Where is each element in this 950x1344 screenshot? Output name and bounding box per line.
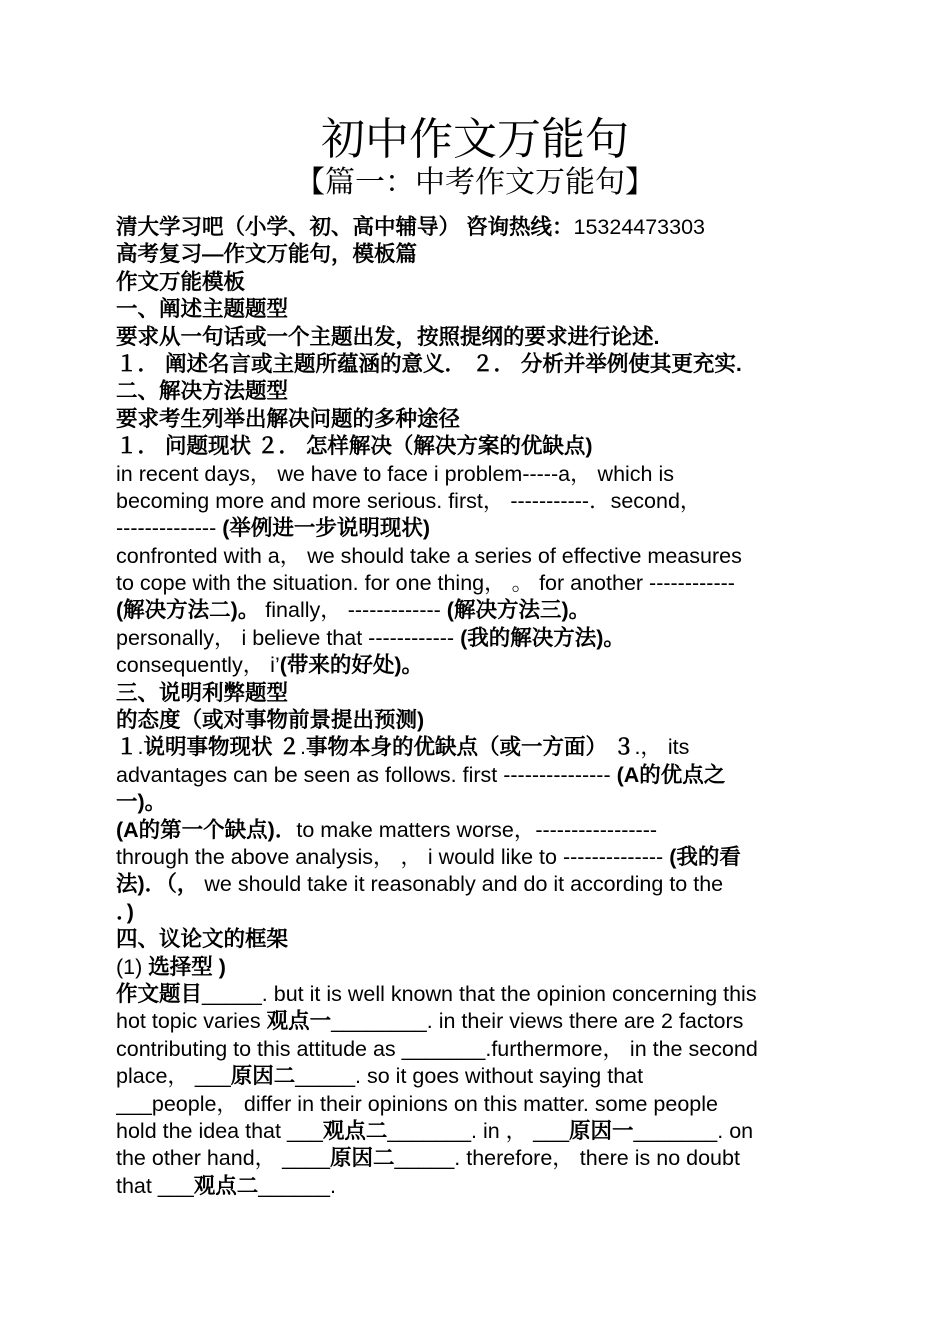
page-subtitle: 【篇一：中考作文万能句】 <box>295 166 655 199</box>
text-segment: 事物本身的优缺点（或一方面） ３ <box>305 735 635 760</box>
text-segment: to cope with the situation. for one thing， 。 for another ------------ <box>116 571 735 596</box>
text-line <box>116 351 840 378</box>
text-segment: the other hand， ____ <box>116 1146 330 1171</box>
text-segment: -------------- <box>116 516 223 541</box>
text-line <box>116 625 840 652</box>
text-segment: that ___ <box>116 1173 194 1198</box>
text-line <box>116 871 840 898</box>
text-segment: １． 问题现状 ２． 怎样解决（解决方案的优缺点) <box>116 434 593 459</box>
text-segment: ________. in their views there are 2 factors <box>331 1009 744 1034</box>
text-line <box>116 461 840 488</box>
text-segment: _______. in ， ___ <box>387 1118 570 1143</box>
text-segment: 观点一 <box>266 1009 332 1034</box>
text-segment: hot topic varies <box>116 1009 267 1034</box>
text-segment: 要求从一句话或一个主题出发，按照提纲的要求进行论述. <box>116 324 660 349</box>
text-segment: (解决方法三)。 <box>446 598 591 623</box>
text-segment: . <box>137 735 144 760</box>
text-segment: 二、解决方法题型 <box>116 379 289 404</box>
text-segment: 高考复习—作文万能句，模板篇 <box>116 242 418 267</box>
text-segment: 四、议论文的框架 <box>116 927 289 952</box>
text-line <box>116 570 840 597</box>
text-line <box>116 406 840 433</box>
text-segment: (A的优点之 <box>616 762 726 787</box>
text-segment: １ <box>116 735 138 760</box>
text-segment: in recent days， we have to face i problem-----a， which is <box>116 461 675 486</box>
text-segment: ___people， differ in their opinions on this matter. some people <box>116 1091 718 1116</box>
text-line <box>116 241 840 268</box>
text-segment: 三、说明利弊题型 <box>116 680 289 705</box>
text-segment: 选择型 ) <box>148 954 226 979</box>
text-segment: (我的看 <box>669 844 741 869</box>
page-title: 初中作文万能句 <box>321 115 629 164</box>
text-line <box>116 214 840 241</box>
text-segment: (带来的好处)。 <box>279 653 424 678</box>
text-segment: consequently， i’ <box>116 653 280 678</box>
text-line <box>116 762 840 789</box>
text-segment: to make matters worse，----------------- <box>296 817 658 842</box>
text-segment: (1) <box>116 954 149 979</box>
text-segment: 作文题目 <box>116 981 203 1006</box>
text-segment: (我的解决方法)。 <box>460 625 625 650</box>
text-segment: １． 阐述名言或主题所蕴涵的意义． ２． 分析并举例使其更充实. <box>116 351 742 376</box>
text-line <box>116 899 840 926</box>
text-segment: _______. on <box>633 1118 754 1143</box>
text-segment: 清大学习吧（小学、初、高中辅导） 咨询热线： <box>116 215 574 239</box>
text-segment: _____. but it is well known that the opinion concerning this <box>202 981 757 1006</box>
text-segment: advantages can be seen as follows. first --------------- <box>116 762 617 787</box>
text-segment: _____. therefore， there is no doubt <box>394 1146 740 1171</box>
text-segment: 法)．（， <box>116 872 199 897</box>
text-line <box>116 680 840 707</box>
text-segment: 原因二 <box>329 1146 395 1171</box>
text-segment: confronted with a， we should take a series of effective measures <box>116 543 742 568</box>
text-segment: 一、阐述主题题型 <box>116 297 289 322</box>
text-segment: 观点二 <box>322 1118 388 1143</box>
text-line <box>116 1091 840 1118</box>
text-segment: personally， i believe that ------------ <box>116 625 461 650</box>
text-segment: 15324473303 <box>573 215 706 239</box>
text-segment: (解决方法二)。 <box>116 598 260 623</box>
text-segment: 要求考生列举出解决问题的多种途径 <box>116 406 461 431</box>
text-segment: through the above analysis， ， i would like to -------------- <box>116 844 670 869</box>
text-segment: ．) <box>116 899 134 924</box>
text-segment: ______. <box>258 1173 336 1198</box>
text-segment: 原因二 <box>230 1064 296 1089</box>
text-line <box>116 652 840 679</box>
text-line <box>116 1118 840 1145</box>
text-line <box>116 433 840 460</box>
text-segment: we should take it reasonably and do it according to the <box>198 872 724 897</box>
text-segment: place， ___ <box>116 1064 231 1089</box>
text-line <box>116 734 840 761</box>
text-line <box>116 954 840 981</box>
text-line <box>116 981 840 1008</box>
text-segment: .， its <box>634 735 690 760</box>
text-segment: . <box>299 735 306 760</box>
text-segment: hold the idea that ___ <box>116 1118 323 1143</box>
text-line <box>116 1008 840 1035</box>
text-segment: contributing to this attitude as _______.furthermore， in the second <box>116 1036 758 1061</box>
text-segment: 的态度（或对事物前景提出预测) <box>116 708 425 733</box>
text-segment: 说明事物现状 ２ <box>143 735 300 760</box>
document-body <box>116 214 840 1200</box>
text-line <box>116 1063 840 1090</box>
text-line <box>116 269 840 296</box>
text-line <box>116 844 840 871</box>
text-segment: finally， ------------- <box>259 598 447 623</box>
text-segment: 原因一 <box>569 1118 634 1143</box>
text-segment: becoming more and more serious. first， -----------．second， <box>116 488 702 513</box>
text-segment: 作文万能模板 <box>116 269 246 294</box>
text-line <box>116 543 840 570</box>
text-segment: (举例进一步说明现状) <box>222 516 431 541</box>
text-line <box>116 1173 840 1200</box>
text-line <box>116 707 840 734</box>
text-line <box>116 324 840 351</box>
text-segment: 观点二 <box>193 1173 259 1198</box>
text-segment: (A的第一个缺点)． <box>116 817 297 842</box>
text-line <box>116 296 840 323</box>
text-line <box>116 1036 840 1063</box>
text-line <box>116 789 840 816</box>
text-line <box>116 488 840 515</box>
text-line <box>116 378 840 405</box>
text-line <box>116 515 840 542</box>
text-line <box>116 817 840 844</box>
text-segment: _____. so it goes without saying that <box>295 1064 644 1089</box>
text-segment: 一)。 <box>116 790 167 815</box>
text-line <box>116 1145 840 1172</box>
text-line <box>116 926 840 953</box>
text-line <box>116 597 840 624</box>
